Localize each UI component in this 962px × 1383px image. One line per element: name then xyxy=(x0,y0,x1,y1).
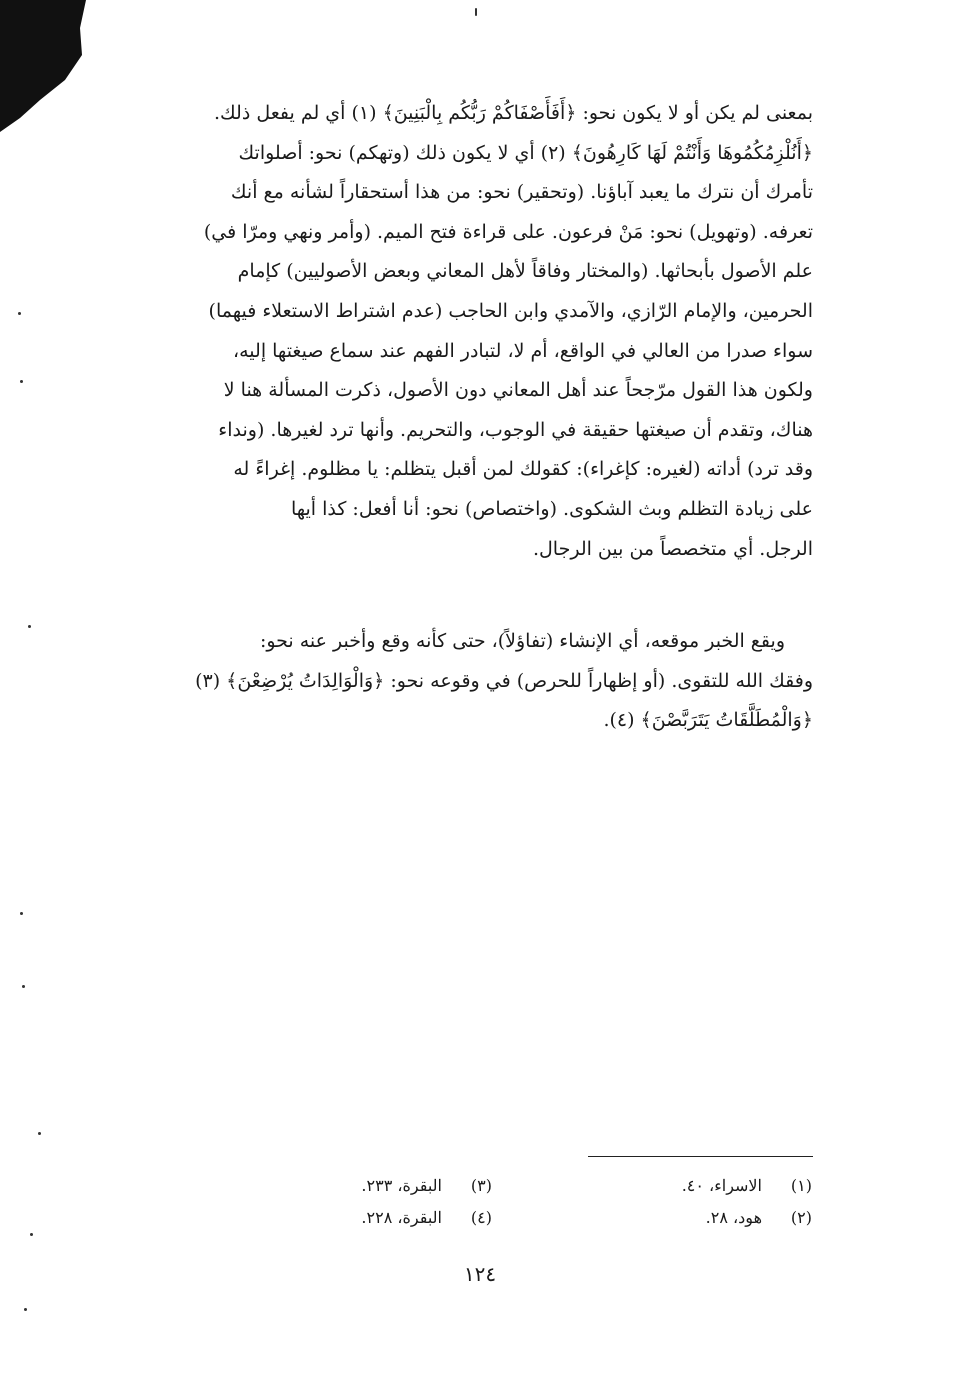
text-line: ﴿أَنُلْزِمُكُمُوهَا وَأَنْتُمْ لَهَا كَارِهُونَ﴾ (٢) أي لا يكون ذلك (وتهكم) نحو: أصلواتك xyxy=(238,141,813,164)
scan-speck xyxy=(28,625,31,628)
text-line: بمعنى لم يكن أو لا يكون نحو: ﴿أَفَأَصْفَاكُمْ رَبُّكُم بِالْبَنِينَ﴾ (١) أي لم يفعل ذلك. xyxy=(213,102,813,124)
scan-speck xyxy=(475,8,477,16)
footnote xyxy=(320,1170,492,1202)
scan-speck xyxy=(20,380,23,383)
text-line: علم الأصول بأبحاثها. (والمختار وفاقاً لأهل المعاني وبعض الأصوليين) كإمام xyxy=(237,260,813,283)
scan-speck xyxy=(20,912,23,915)
text-line: ويقع الخبر موقعه، أي الإنشاء (تفاؤلاً)، حتى كأنه وقع وأخبر عنه نحو: xyxy=(259,630,785,652)
scan-speck xyxy=(30,1233,33,1236)
scan-speck xyxy=(38,1132,41,1135)
scan-speck xyxy=(24,1308,27,1311)
footnote-number: (٤) xyxy=(470,1208,492,1227)
text-line: وفقك الله للتقوى. (أو إظهاراً للحرص) في وقوعه نحو: ﴿وَالْوَالِدَاتُ يُرْضِعْنَ﴾ (٣) xyxy=(195,669,813,692)
footnote-text: البقرة، ٢٢٨. xyxy=(361,1208,442,1227)
page-number: ١٢٤ xyxy=(463,1262,497,1286)
footnote-text: هود، ٢٨. xyxy=(705,1208,762,1227)
scan-speck xyxy=(18,312,21,315)
scan-dark-edge xyxy=(0,0,90,140)
text-line: على زيادة التظلم وبث الشكوى. (واختصاص) نحو: أنا أفعل: كذا أيها xyxy=(290,497,813,520)
scan-speck xyxy=(22,985,25,988)
text-line: سواء صدرا من العالي في الواقع، أم لا، لتبادر الفهم عند سماع صيغتها إليه، xyxy=(232,339,813,362)
text-line: تأمرك أن نترك ما يعبد آباؤنا. (وتحقير) نحو: من هذا أستحقاراً لشأنه مع أنك xyxy=(230,181,813,204)
footnote-number: (٣) xyxy=(470,1176,492,1195)
footnote-number: (٢) xyxy=(790,1208,812,1227)
text-line: وقد ترد) أداته (لغيره: كإغراء): كقولك لمن أقبل يتظلم: يا مظلوم. إغراءً له xyxy=(233,458,813,481)
footnote-number: (١) xyxy=(790,1176,812,1195)
text-line: ولكون هذا القول مرّجحاً عند أهل المعاني دون الأصول، ذكرت المسألة هنا لا xyxy=(223,379,813,402)
footnote-text: البقرة، ٢٣٣. xyxy=(361,1176,442,1195)
text-line: الحرمين، والإمام الرّازي، والآمدي وابن الحاجب (عدم اشتراط الاستعلاء فيهما) xyxy=(208,299,813,322)
footnotes-column-left xyxy=(320,1170,492,1234)
text-line: تعرفه. (وتهويل) نحو: مَنْ فرعون. على قراءة فتح الميم. (وأمر ونهي ومرّا في) xyxy=(203,220,813,243)
footnote xyxy=(320,1202,492,1234)
footnote-separator xyxy=(588,1156,813,1157)
second-paragraph xyxy=(95,622,813,741)
footnote-text: الاسراء، ٤٠. xyxy=(681,1176,762,1195)
text-line: ﴿وَالْمُطَلَّقَاتُ يَتَرَبَّصْنَ﴾ (٤). xyxy=(603,709,813,732)
text-line: الرجل. أي متخصصاً من بين الرجال. xyxy=(532,537,813,560)
footnote xyxy=(620,1170,812,1202)
footnote xyxy=(620,1202,812,1234)
text-line: هناك، وتقدم أن صيغتها حقيقة في الوجوب، والتحريم. وأنها ترد لغيرها. (ونداء xyxy=(218,418,813,441)
footnotes-column-right xyxy=(620,1170,812,1234)
main-paragraph xyxy=(95,94,813,569)
